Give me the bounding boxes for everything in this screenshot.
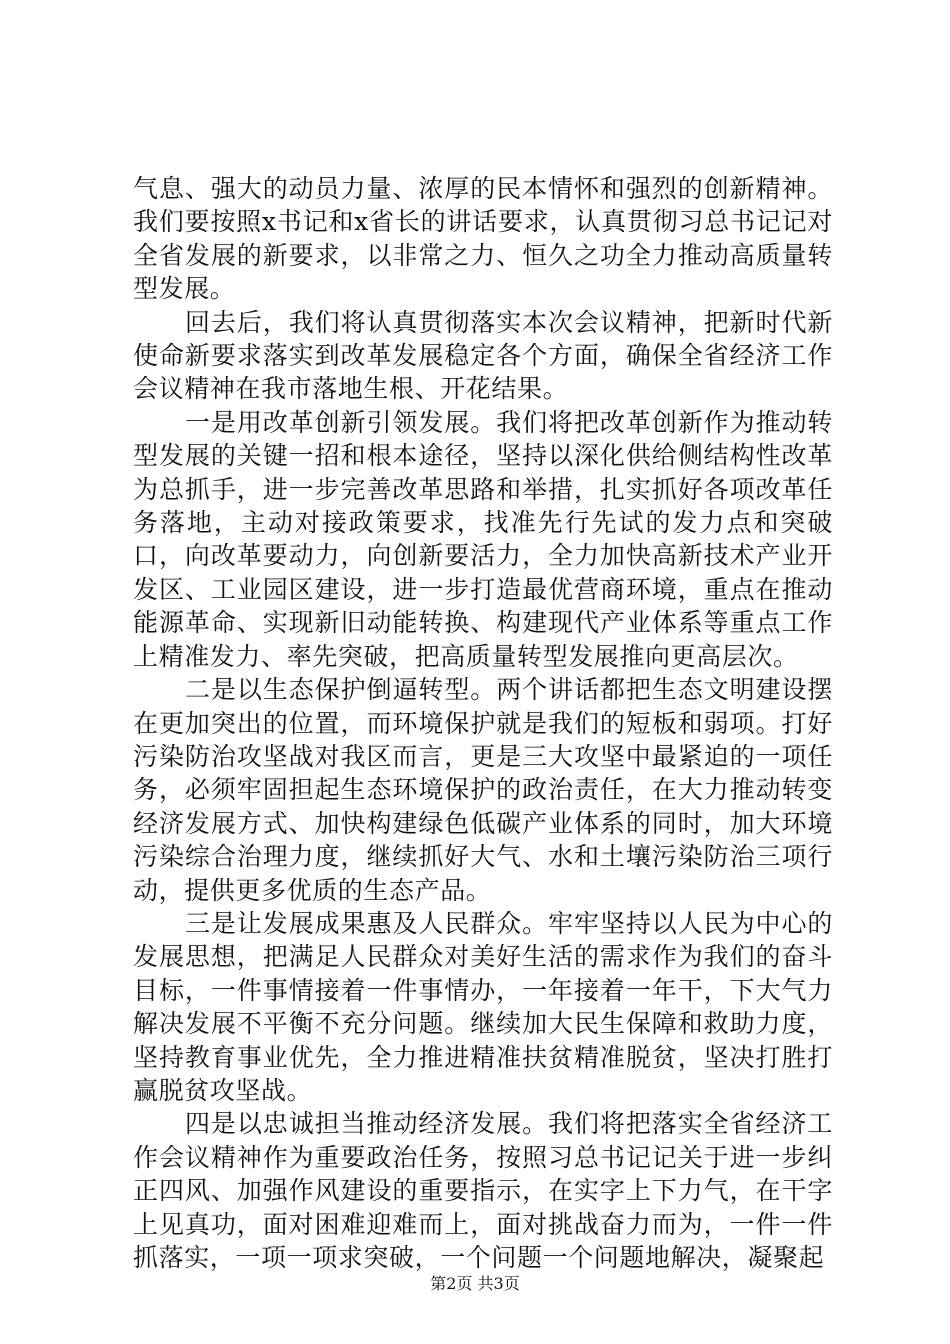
paragraph-point-two: 二是以生态保护倒逼转型。两个讲话都把生态文明建设摆在更加突出的位置，而环境保护就是我们的短板和弱项。打好污染防治攻坚战对我区而言，更是三大攻坚中最紧迫的一项任务，必须牢固担起生态环境保护的政治责任，在大力推动转变经济发展方式、加快构建绿色低碳产业体系的同时，加大环境污染综合治理力度，继续抓好大气、水和土壤污染防治三项行动，提供更多优质的生态产品。 [133, 675, 833, 905]
paragraph-continued: 气息、强大的动员力量、浓厚的民本情怀和强烈的创新精神。我们要按照x书记和x省长的讲话要求，认真贯彻习总书记记对全省发展的新要求，以非常之力、恒久之功全力推动高质量转型发展。 [133, 174, 833, 304]
paragraph-point-one: 一是用改革创新引领发展。我们将把改革创新作为推动转型发展的关键一招和根本途径，坚持以深化供给侧结构性改革为总抓手，进一步完善改革思路和举措，扎实抓好各项改革任务落地，主动对接政策要求，找准先行先试的发力点和突破口，向改革要动力，向创新要活力，全力加快高新技术产业开发区、工业园区建设，进一步打造最优营商环境，重点在推动能源革命、实现新旧动能转换、构建现代产业体系等重点工作上精准发力、率先突破，把高质量转型发展推向更高层次。 [133, 407, 833, 671]
document-body [133, 172, 833, 1274]
paragraph-return-plan: 回去后，我们将认真贯彻落实本次会议精神，把新时代新使命新要求落实到改革发展稳定各个方面，确保全省经济工作会议精神在我市落地生根、开花结果。 [133, 307, 833, 404]
paragraph-point-four: 四是以忠诚担当推动经济发展。我们将把落实全省经济工作会议精神作为重要政治任务，按照习总书记记关于进一步纠正四风、加强作风建设的重要指示，在实字上下力气，在干字上见真功，面对困难迎难而上，面对挑战奋力而为，一件一件抓落实，一项一项求突破，一个问题一个问题地解决，凝聚起 [133, 1109, 833, 1272]
page-number-footer: 第2页 共3页 [430, 1274, 520, 1293]
paragraph-point-three: 三是让发展成果惠及人民群众。牢牢坚持以人民为中心的发展思想，把满足人民群众对美好生活的需求作为我们的奋斗目标，一件事情接着一件事情办，一年接着一年干，下大气力解决发展不平衡不充分问题。继续加大民生保障和救助力度，坚持教育事业优先，全力推进精准扶贫精准脱贫，坚决打胜打赢脱贫攻坚战。 [133, 908, 833, 1105]
